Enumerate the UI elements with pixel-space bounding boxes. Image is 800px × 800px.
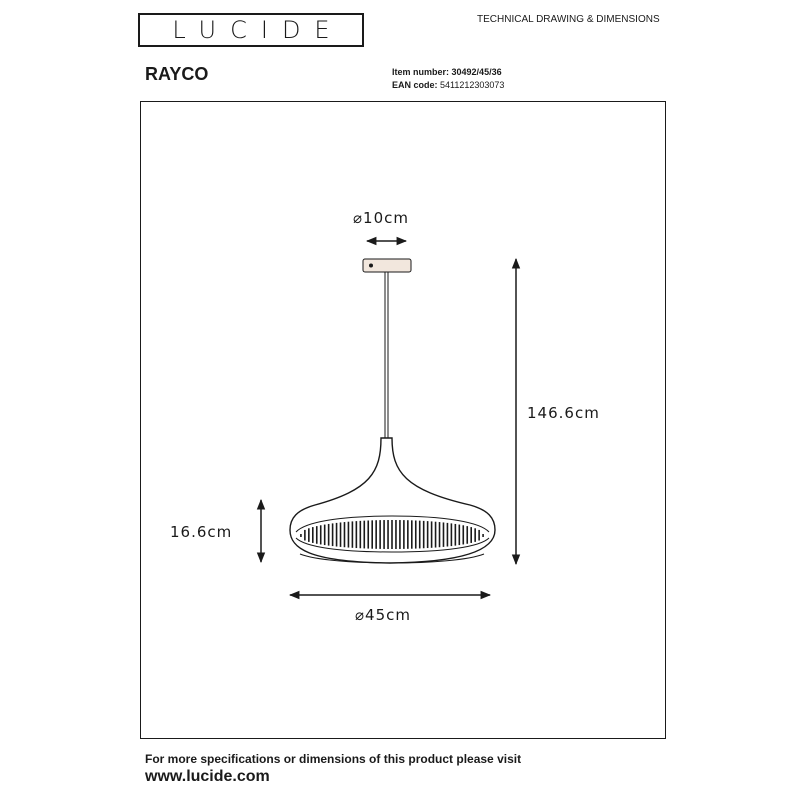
ean-code-value: 5411212303073 (440, 80, 505, 90)
item-number-label: Item number: (392, 67, 450, 77)
footer-link[interactable]: www.lucide.com (145, 768, 270, 785)
canopy-diameter-label: ⌀10cm (353, 209, 409, 227)
document-heading: TECHNICAL DRAWING & DIMENSIONS (477, 14, 660, 25)
brand-logo-text: LUCIDE (172, 16, 344, 44)
product-name: RAYCO (145, 64, 209, 84)
lamp-shade (290, 438, 495, 563)
shade-height-label: 16.6cm (170, 523, 233, 541)
ean-code-label: EAN code: (392, 80, 438, 90)
item-number-value: 30492/45/36 (451, 67, 502, 77)
suspension-cable (385, 272, 388, 438)
total-height-label: 146.6cm (527, 404, 600, 422)
footer-note: For more specifications or dimensions of this product please visit (145, 752, 522, 766)
shade-diameter-label: ⌀45cm (355, 606, 411, 624)
